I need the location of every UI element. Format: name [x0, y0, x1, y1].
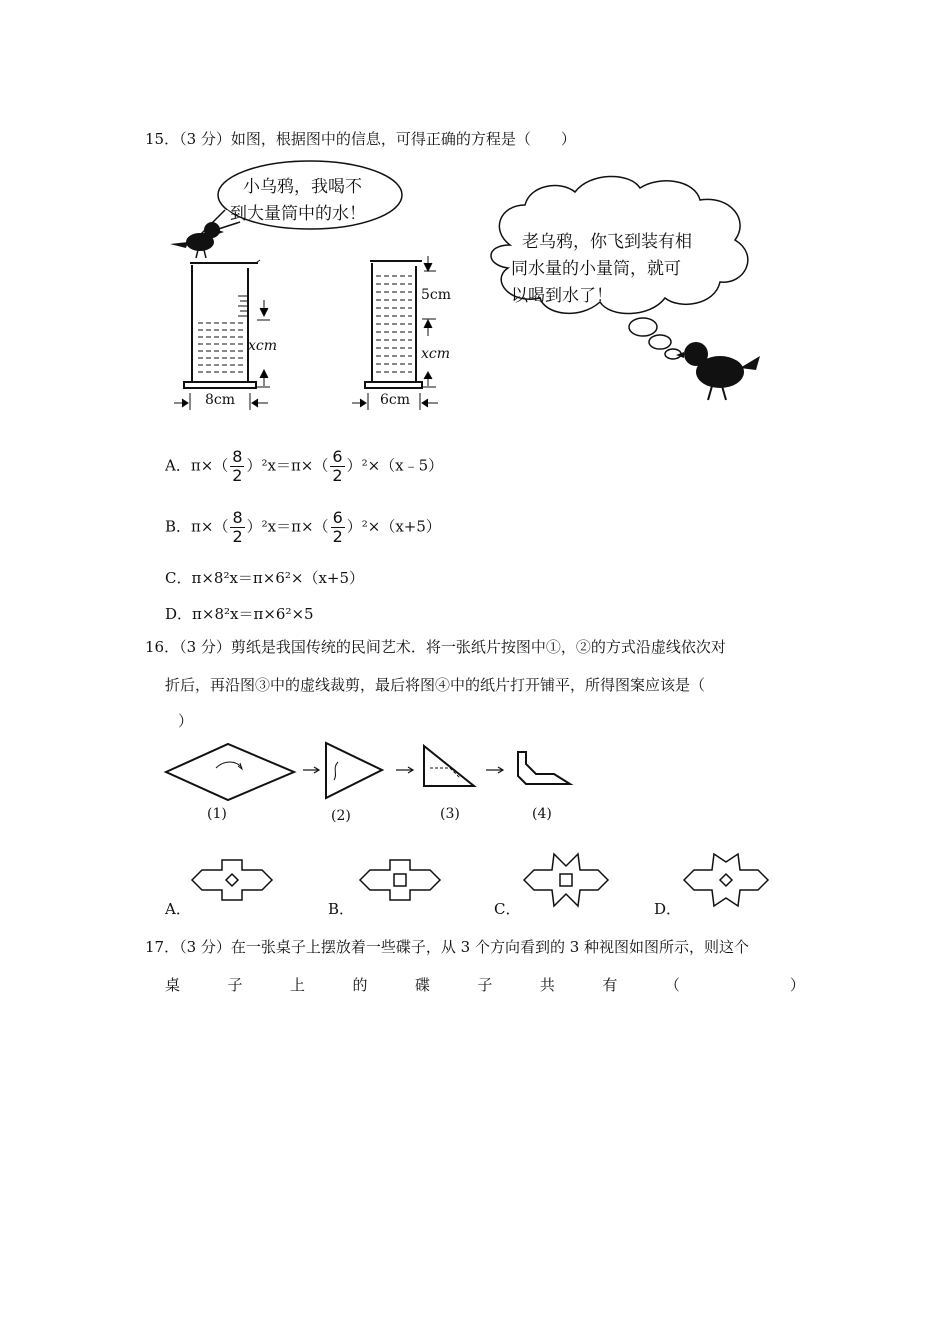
- q17-char: 子: [227, 976, 243, 994]
- q15-option-c[interactable]: C．π×8²x＝π×6²×（x+5）: [165, 569, 365, 587]
- bubble-big-line1: 老乌鸦，你飞到装有相: [522, 232, 692, 252]
- bubble-small-line2: 到大量筒中的水！: [230, 204, 366, 224]
- choice-a-pattern: [192, 860, 272, 900]
- q17-char: 桌: [165, 976, 181, 994]
- bubble-big-line2: 同水量的小量筒，就可: [511, 259, 681, 279]
- q15-option-b[interactable]: B．π×（ $\frac{8}{2}$ ）²x＝π×（ $\frac{6}{2}$ ）²×（x+5）: [165, 508, 441, 546]
- step-label-2: (2): [331, 808, 351, 824]
- bubble-big-line3: 以喝到水了！: [511, 286, 613, 306]
- left-height-label: xcm: [248, 338, 278, 354]
- fold-step-4-shape: [518, 752, 570, 784]
- left-width-label: 8cm: [205, 392, 236, 408]
- large-cylinder: [184, 260, 260, 388]
- fold-step-2-triangle: [326, 743, 382, 798]
- q17-line2: [165, 974, 805, 995]
- right-width-label: 6cm: [380, 392, 411, 408]
- step-label-1: (1): [207, 806, 227, 822]
- q15-option-d[interactable]: D．π×8²x＝π×6²×5: [165, 605, 314, 623]
- fold-step-3-triangle: [424, 746, 474, 786]
- q17-char: 有: [602, 976, 618, 994]
- choice-d-pattern: [684, 854, 768, 906]
- q16-choice-c[interactable]: C．: [494, 900, 521, 918]
- q17-char: [727, 974, 742, 995]
- q17-char: 子: [477, 976, 493, 994]
- q16-line2: 折后，再沿图③中的虚线裁剪，最后将图④中的纸片打开铺平，所得图案应该是（: [165, 676, 706, 694]
- q16-choice-d[interactable]: D．: [654, 900, 682, 918]
- q16-choice-b[interactable]: B．: [328, 900, 355, 918]
- choice-b-pattern: [360, 860, 440, 900]
- q15-header: 15．（3 分）如图，根据图中的信息，可得正确的方程是（ ）: [145, 130, 576, 148]
- q16-fold-steps: [160, 738, 580, 806]
- right-height-label: xcm: [421, 346, 451, 362]
- q17-char: 共: [539, 976, 555, 994]
- q17-char: ）: [789, 976, 805, 994]
- right-top-label: 5cm: [421, 287, 452, 303]
- fold-step-1-rhombus: [166, 744, 294, 800]
- small-crow-icon: [170, 222, 224, 258]
- q17-char: 碟: [414, 976, 430, 994]
- q17-line1: 17．（3 分）在一张桌子上摆放着一些碟子，从 3 个方向看到的 3 种视图如图所示，则这个: [145, 938, 750, 956]
- large-crow-icon: [676, 342, 760, 400]
- q16-choices-figure: [190, 850, 780, 910]
- q17-char: 上: [289, 976, 305, 994]
- q16-line1: 16．（3 分）剪纸是我国传统的民间艺术．将一张纸片按图中①，②的方式沿虚线依次对: [145, 638, 726, 656]
- step-label-3: (3): [440, 806, 460, 822]
- step-label-4: (4): [532, 806, 552, 822]
- q17-char: 的: [352, 976, 368, 994]
- q15-option-a[interactable]: A．π×（ $\frac{8}{2}$ ）²x＝π×（ $\frac{6}{2}$ ）²×（x﹣5）: [165, 447, 444, 485]
- q16-choice-a[interactable]: A．: [165, 900, 191, 918]
- bubble-small-line1: 小乌鸦，我喝不: [243, 177, 362, 197]
- q17-char: （: [664, 976, 680, 994]
- q16-line3: ）: [178, 712, 194, 730]
- choice-c-pattern: [524, 854, 608, 906]
